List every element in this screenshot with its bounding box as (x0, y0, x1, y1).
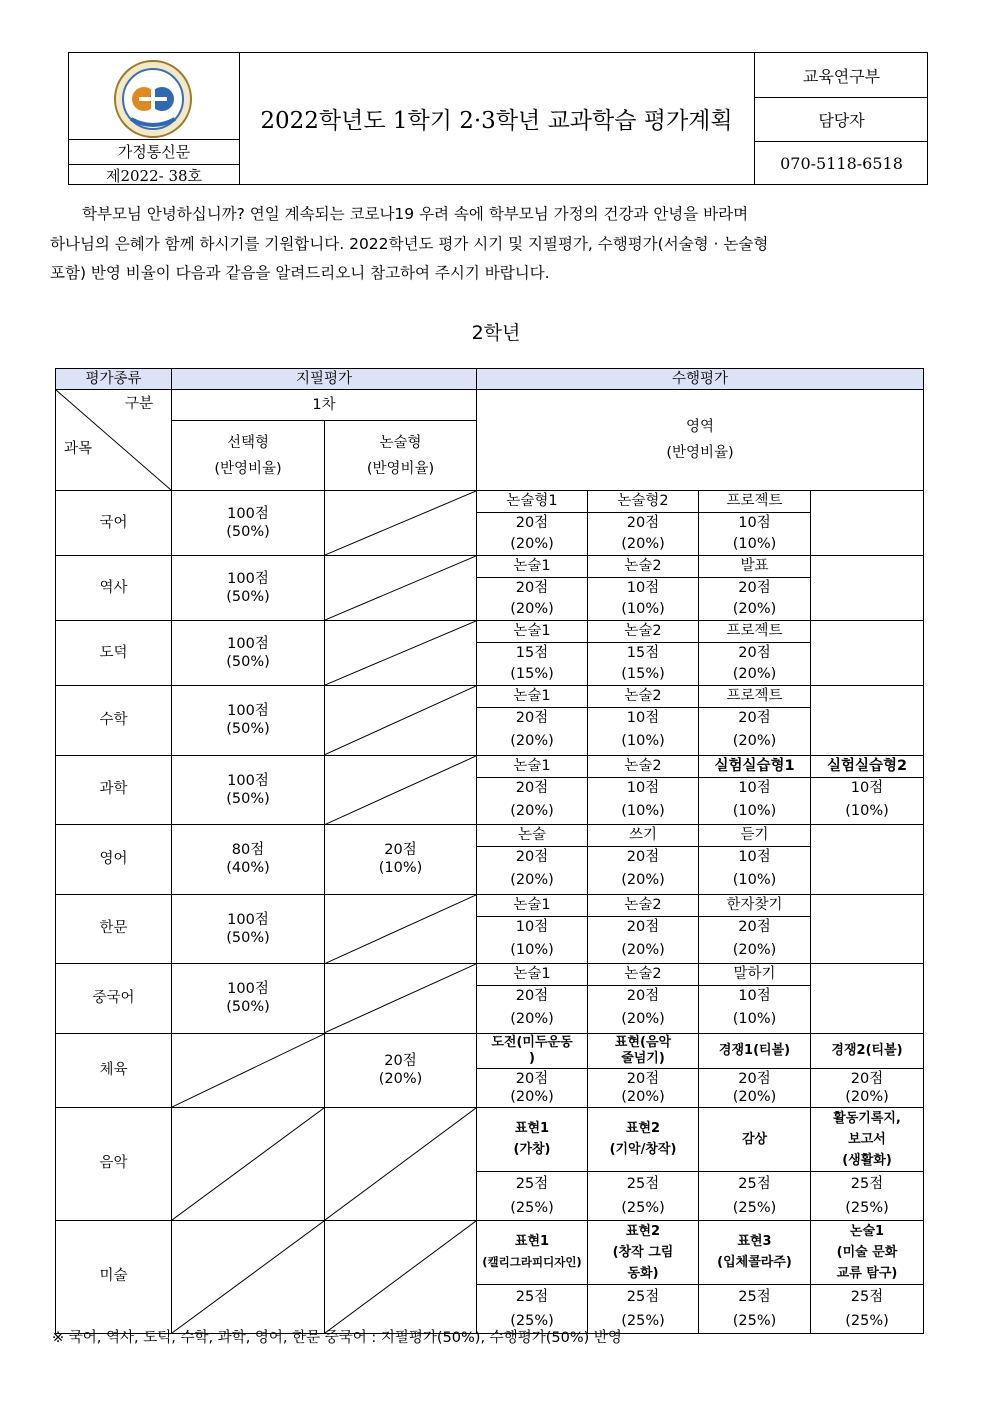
corner-cell: 구분 과목 (56, 390, 172, 491)
area-label: 논술1 (477, 621, 588, 643)
area-ratio: (10%) (699, 1007, 811, 1033)
area-label: 감상 (699, 1107, 811, 1171)
mc-score: 100점 (50%) (172, 894, 325, 964)
area-score: 20점 (477, 513, 588, 535)
mc-score: 100점 (50%) (172, 556, 325, 621)
empty-diag-cell (325, 1220, 477, 1333)
area-score: 20점 (477, 777, 588, 799)
area-score: 10점 (588, 777, 699, 799)
document-title: 2022학년도 1학기 2·3학년 교과학습 평가계획 (260, 108, 733, 134)
subject-cell: 과학 (56, 755, 172, 825)
empty-diag-cell (172, 1107, 325, 1220)
area-score: 20점 (699, 708, 811, 730)
header-performance: 수행평가 (477, 369, 924, 390)
area-score: 20점 (20%) (588, 1068, 699, 1107)
essay-score: 20점 (10%) (325, 825, 477, 895)
mc-score: 100점 (50%) (172, 621, 325, 686)
empty-diag-cell (325, 1107, 477, 1220)
area-score: 25점 (25%) (811, 1171, 924, 1220)
area-label: 프로젝트 (699, 686, 811, 708)
area-label: 발표 (699, 556, 811, 578)
header-left-cell (69, 53, 240, 184)
empty-area-cell (811, 621, 924, 686)
area-ratio: (20%) (699, 938, 811, 964)
empty-diag-cell (325, 491, 477, 556)
subject-cell: 음악 (56, 1107, 172, 1220)
empty-area-cell (811, 686, 924, 756)
area-score: 25점 (25%) (699, 1171, 811, 1220)
area-score: 10점 (588, 578, 699, 600)
area-ratio: (10%) (699, 868, 811, 894)
area-label: 논술1 (477, 964, 588, 986)
area-label: 논술2 (588, 621, 699, 643)
area-score: 20점 (477, 847, 588, 869)
mc-score: 100점 (50%) (172, 686, 325, 756)
mc-score: 80점 (40%) (172, 825, 325, 895)
area-label: 논술2 (588, 894, 699, 916)
empty-area-cell (811, 491, 924, 556)
area-label: 논술2 (588, 964, 699, 986)
area-score: 25점 (25%) (588, 1171, 699, 1220)
area-ratio: (10%) (477, 938, 588, 964)
area-ratio: (20%) (477, 729, 588, 755)
area-ratio: (10%) (811, 799, 924, 825)
subject-cell: 중국어 (56, 964, 172, 1034)
area-ratio: (20%) (588, 534, 699, 556)
area-score: 20점 (699, 578, 811, 600)
essay-score: 20점 (20%) (325, 1033, 477, 1107)
area-label: 쓰기 (588, 825, 699, 847)
area-score: 20점 (588, 986, 699, 1008)
area-score: 20점 (477, 578, 588, 600)
area-ratio: (10%) (588, 729, 699, 755)
grade-title: 2학년 (471, 322, 521, 344)
area-ratio: (20%) (699, 664, 811, 686)
area-ratio: (20%) (588, 868, 699, 894)
newsletter-label: 가정통신문 제2022- 38호 (69, 139, 239, 188)
area-score: 25점 (25%) (477, 1171, 588, 1220)
area-label: 논술형1 (477, 491, 588, 513)
area-score: 25점 (25%) (588, 1284, 699, 1333)
header-type: 평가종류 (56, 369, 172, 390)
area-ratio: (10%) (699, 799, 811, 825)
area-score: 20점 (20%) (477, 1068, 588, 1107)
round-label: 1차 (172, 390, 477, 421)
school-logo (113, 59, 193, 139)
essay-header: 논술형 (반영비율) (325, 421, 477, 491)
area-ratio: (20%) (477, 534, 588, 556)
area-score: 15점 (477, 643, 588, 665)
area-label: 도전(미두운동 ) (477, 1033, 588, 1068)
mc-score: 100점 (50%) (172, 491, 325, 556)
subject-cell: 영어 (56, 825, 172, 895)
area-score: 20점 (20%) (811, 1068, 924, 1107)
empty-diag-cell (325, 894, 477, 964)
mc-header: 선택형 (반영비율) (172, 421, 325, 491)
area-ratio: (20%) (477, 599, 588, 621)
area-score: 10점 (811, 777, 924, 799)
area-ratio: (15%) (588, 664, 699, 686)
subject-cell: 한문 (56, 894, 172, 964)
header-contact (754, 53, 928, 184)
subject-cell: 국어 (56, 491, 172, 556)
area-header: 영역 (반영비율) (477, 390, 924, 491)
area-score: 20점 (588, 916, 699, 938)
area-score: 20점 (477, 708, 588, 730)
empty-diag-cell (325, 686, 477, 756)
empty-area-cell (811, 556, 924, 621)
area-score: 10점 (699, 986, 811, 1008)
area-score: 25점 (25%) (699, 1284, 811, 1333)
area-score: 20점 (588, 513, 699, 535)
department: 교육연구부 (802, 66, 881, 86)
mc-score: 100점 (50%) (172, 964, 325, 1034)
area-label: 경쟁1(티볼) (699, 1033, 811, 1068)
area-ratio: (15%) (477, 664, 588, 686)
area-score: 10점 (699, 513, 811, 535)
empty-diag-cell (325, 755, 477, 825)
contact-label: 담당자 (755, 97, 928, 141)
area-score: 25점 (25%) (477, 1284, 588, 1333)
area-ratio: (10%) (588, 599, 699, 621)
area-label: 말하기 (699, 964, 811, 986)
empty-area-cell (811, 964, 924, 1034)
area-score: 10점 (699, 847, 811, 869)
empty-diag-cell (172, 1220, 325, 1333)
area-label: 표현1 (캘리그라피디자인) (477, 1220, 588, 1284)
area-label: 논술2 (588, 556, 699, 578)
area-label: 논술1 (477, 755, 588, 777)
footnote: ※ 국어, 역사, 도덕, 수학, 과학, 영어, 한문 중국어 : 지필평가(50%), 수행평가(50%) 반영 (52, 1330, 622, 1346)
area-ratio: (20%) (699, 729, 811, 755)
subject-cell: 미술 (56, 1220, 172, 1333)
area-label: 실험실습형2 (811, 755, 924, 777)
area-label: 실험실습형1 (699, 755, 811, 777)
header-written: 지필평가 (172, 369, 477, 390)
area-label: 표현2 (기악/창작) (588, 1107, 699, 1171)
area-ratio: (20%) (699, 599, 811, 621)
subject-cell: 역사 (56, 556, 172, 621)
area-ratio: (20%) (588, 1007, 699, 1033)
area-ratio: (10%) (699, 534, 811, 556)
empty-diag-cell (325, 556, 477, 621)
area-ratio: (20%) (477, 1007, 588, 1033)
area-score: 25점 (25%) (811, 1284, 924, 1333)
area-label: 논술1 (미술 문화 교류 탐구) (811, 1220, 924, 1284)
empty-diag-cell (325, 964, 477, 1034)
area-label: 표현3 (입체콜라주) (699, 1220, 811, 1284)
area-label: 한자찾기 (699, 894, 811, 916)
empty-diag-cell (172, 1033, 325, 1107)
area-label: 활동기록지, 보고서 (생활화) (811, 1107, 924, 1171)
subject-cell: 수학 (56, 686, 172, 756)
area-label: 논술1 (477, 894, 588, 916)
area-score: 20점 (20%) (699, 1068, 811, 1107)
area-label: 논술 (477, 825, 588, 847)
area-ratio: (20%) (588, 938, 699, 964)
area-score: 20점 (477, 986, 588, 1008)
area-label: 논술형2 (588, 491, 699, 513)
area-ratio: (20%) (477, 868, 588, 894)
intro-paragraph: 학부모님 안녕하십니까? 연일 계속되는 코로나19 우려 속에 학부모님 가정의 건강과 안녕을 바라며 하나님의 은혜가 함께 하시기를 기원합니다. 2022학년도 평가 시기 및 지필평가, 수행평가(서술형 · 논술형 포함) 반영 비율이 다음과 같음을 알려드리오니 참고하여 주시기 바랍니다. (50, 205, 769, 282)
area-label: 논술2 (588, 755, 699, 777)
area-label: 논술2 (588, 686, 699, 708)
area-label: 프로젝트 (699, 621, 811, 643)
area-score: 15점 (588, 643, 699, 665)
subject-cell: 도덕 (56, 621, 172, 686)
area-label: 표현2 (창작 그림 동화) (588, 1220, 699, 1284)
evaluation-table (55, 368, 924, 1334)
area-label: 표현(음악 줄넘기) (588, 1033, 699, 1068)
mc-score: 100점 (50%) (172, 755, 325, 825)
area-label: 논술1 (477, 686, 588, 708)
area-label: 논술1 (477, 556, 588, 578)
empty-area-cell (811, 894, 924, 964)
area-ratio: (10%) (588, 799, 699, 825)
empty-area-cell (811, 825, 924, 895)
area-ratio: (20%) (477, 799, 588, 825)
empty-diag-cell (325, 621, 477, 686)
area-score: 10점 (588, 708, 699, 730)
area-label: 경쟁2(티볼) (811, 1033, 924, 1068)
area-label: 듣기 (699, 825, 811, 847)
subject-cell: 체육 (56, 1033, 172, 1107)
area-label: 표현1 (가창) (477, 1107, 588, 1171)
area-score: 10점 (477, 916, 588, 938)
area-label: 프로젝트 (699, 491, 811, 513)
area-score: 10점 (699, 777, 811, 799)
area-score: 20점 (588, 847, 699, 869)
header-box (68, 52, 928, 185)
area-score: 20점 (699, 916, 811, 938)
area-score: 20점 (699, 643, 811, 665)
phone-number: 070-5118-6518 (755, 141, 928, 185)
